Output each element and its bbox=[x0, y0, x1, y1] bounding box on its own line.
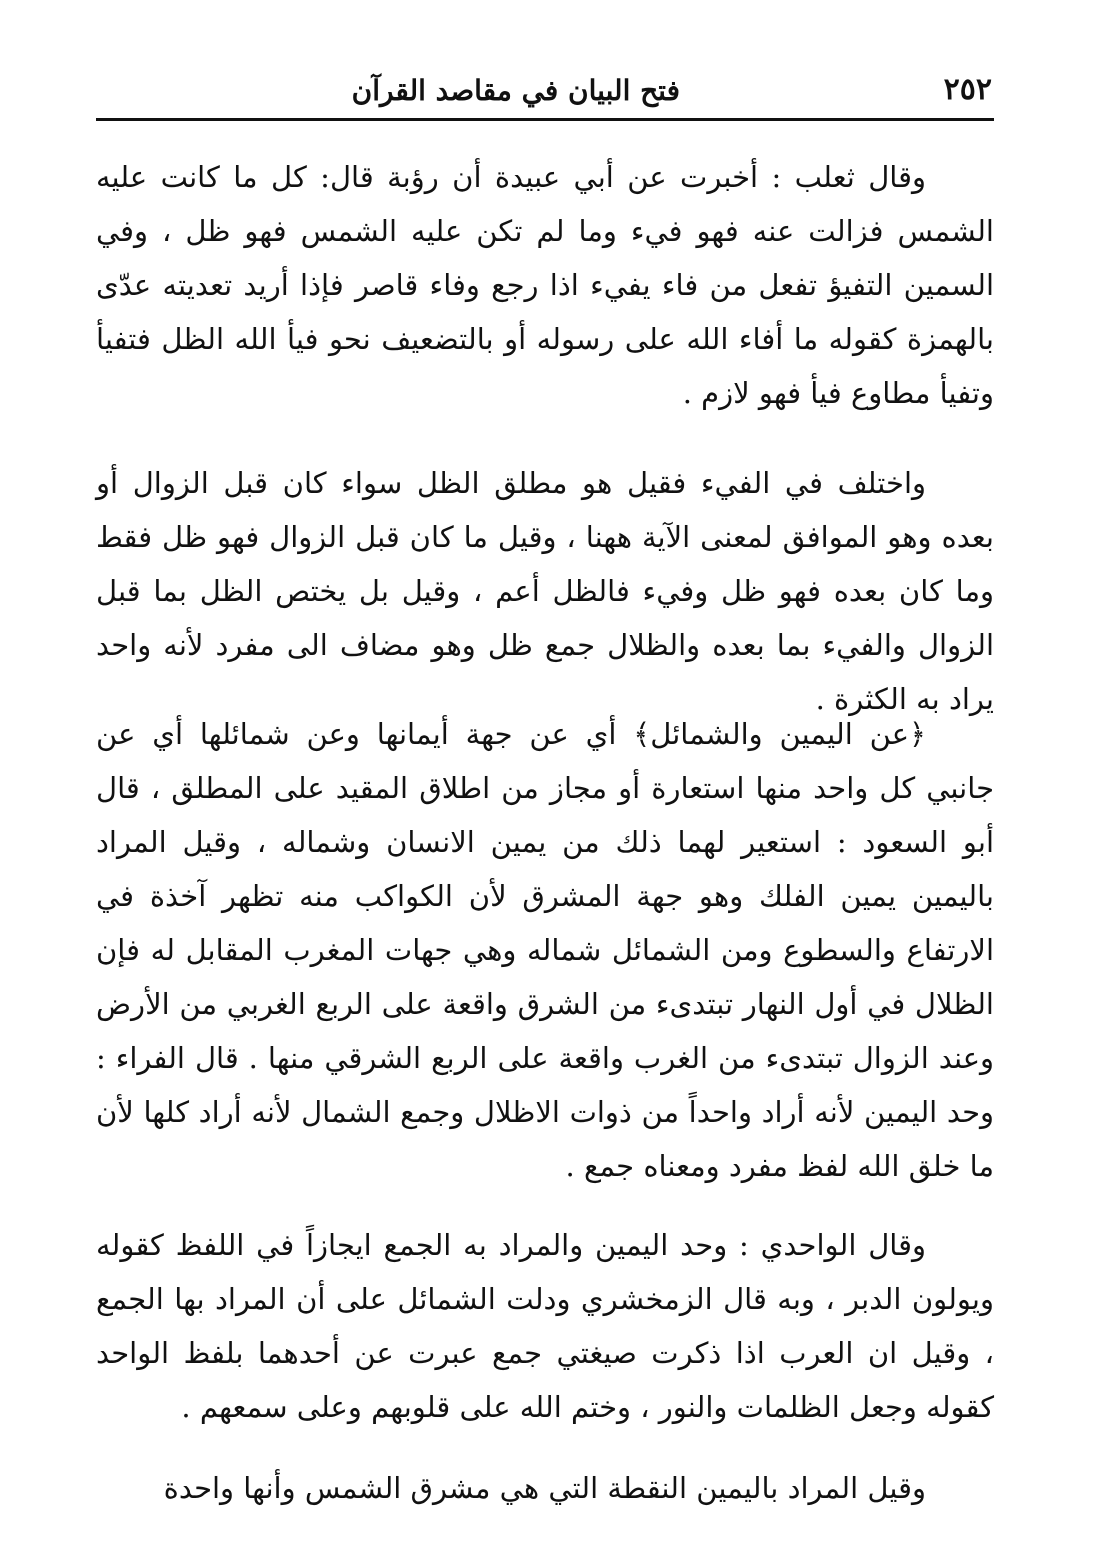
paragraph-fay-definition: واختلف في الفيء فقيل هو مطلق الظل سواء كان قبل الزوال أو بعده وهو الموافق لمعنى الآية ههنا ، وقيل ما كان قبل الزوال فهو ظل فقط وما كان بعده فهو ظل وفيء فالظل أعم ، وقيل بل يختص الظل بما قبل الزوال والفيء بما بعده والظلال جمع ظل وهو مضاف الى مفرد لأنه واحد يراد به الكثرة . bbox=[96, 466, 994, 716]
header-rule bbox=[96, 118, 994, 121]
paragraph-right-left: ﴿عن اليمين والشمائل﴾ أي عن جهة أيمانها وعن شمائلها أي عن جانبي كل واحد منها استعارة أو مجاز من اطلاق المقيد على المطلق ، قال أبو السعود : استعير لهما ذلك من يمين الانسان وشماله ، وقيل المراد باليمين يمين الفلك وهو جهة المشرق لأن الكواكب منه تظهر آخذة في الارتفاع والسطوع ومن الشمائل شماله وهي جهات المغرب المقابل له فإن الظلال في أول النهار تبتدىء من الشرق واقعة على الربع الغربي من الأرض وعند الزوال تبتدىء من الغرب واقعة على الربع الشرقي منها . قال الفراء : وحد اليمين لأنه أراد واحداً من ذوات الاظلال وجمع الشمال لأنه أراد كلها لأن ما خلق الله لفظ مفرد ومعناه جمع . bbox=[96, 717, 994, 1183]
page-body bbox=[96, 150, 994, 1515]
running-title: فتح البيان في مقاصد القرآن bbox=[351, 74, 680, 107]
paragraph-continuation: وقيل المراد باليمين النقطة التي هي مشرق الشمس وأنها واحدة bbox=[163, 1471, 926, 1505]
paragraph-tha-lab: وقال ثعلب : أخبرت عن أبي عبيدة أن رؤبة قال: كل ما كانت عليه الشمس فزالت عنه فهو فيء وما لم تكن عليه الشمس فهو ظل ، وفي السمين التفيؤ تفعل من فاء يفيء اذا رجع وفاء قاصر فإذا أريد تعديته عدّى بالهمزة كقوله ما أفاء الله على رسوله أو بالتضعيف نحو فيأ الله الظل فتفيأ وتفيأ مطاوع فيأ فهو لازم . bbox=[96, 160, 994, 410]
paragraph-wahidi: وقال الواحدي : وحد اليمين والمراد به الجمع ايجازاً في اللفظ كقوله ويولون الدبر ، وبه قال الزمخشري ودلت الشمائل على أن المراد بها الجمع ، وقيل ان العرب اذا ذكرت صيغتي جمع عبرت عن أحدهما بلفظ الواحد كقوله وجعل الظلمات والنور ، وختم الله على قلوبهم وعلى سمعهم . bbox=[96, 1228, 994, 1424]
page-header bbox=[96, 62, 992, 118]
page-number: ٢٥٢ bbox=[943, 72, 992, 107]
